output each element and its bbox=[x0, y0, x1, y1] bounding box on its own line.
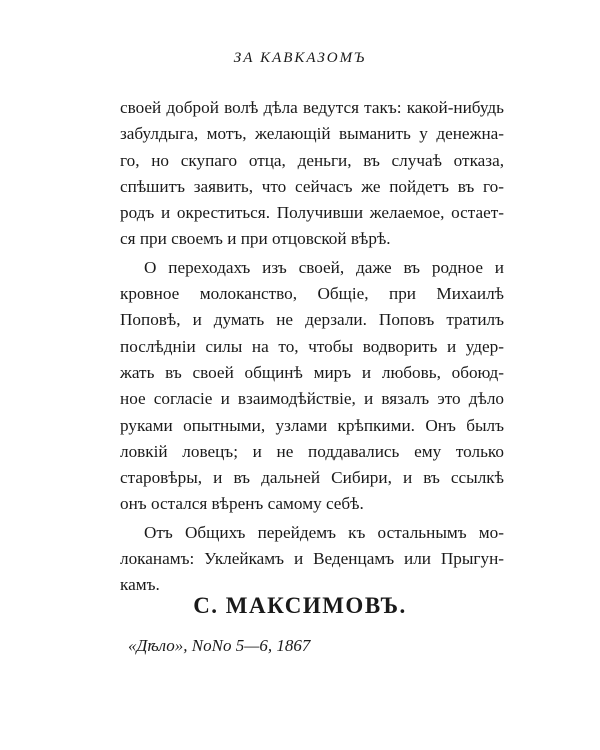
text-line: локанамъ: Уклейкамъ и Веденцамъ или Прыгун- bbox=[120, 549, 504, 569]
text-line: родъ и окреститься. Получивши желаемое, остает- bbox=[120, 203, 504, 223]
text-line: руками опытными, узлами крѣпкими. Онъ былъ bbox=[120, 415, 504, 435]
body-text bbox=[120, 95, 504, 599]
text-line: кровное молоканство, Общіе, при Михаилѣ bbox=[120, 284, 504, 304]
paragraph bbox=[120, 520, 504, 599]
text-line: камъ. bbox=[120, 575, 160, 595]
source-citation: «Дѣло», NoNo 5—6, 1867 bbox=[128, 636, 311, 655]
author-signature: С. МАКСИМОВЪ. bbox=[193, 593, 407, 618]
text-line: Отъ Общихъ перейдемъ къ остальнымъ мо- bbox=[144, 522, 504, 542]
paragraph bbox=[120, 95, 504, 253]
text-line: жать въ своей общинѣ миръ и любовь, обоюд- bbox=[120, 362, 504, 382]
text-line: ся при своемъ и при отцовской вѣрѣ. bbox=[120, 229, 391, 249]
text-line: ное согласіе и взаимодѣйствіе, и вязалъ это дѣло bbox=[120, 389, 504, 409]
text-line: Поповѣ, и думать не дерзали. Поповъ тратилъ bbox=[120, 310, 504, 330]
text-line: го, но скупаго отца, деньги, въ случаѣ отказа, bbox=[120, 150, 504, 170]
text-line: спѣшитъ заявить, что сейчасъ же пойдетъ въ го- bbox=[120, 176, 504, 196]
running-head: ЗА КАВКАЗОМЪ bbox=[233, 50, 367, 66]
text-line: послѣдніи силы на то, чтобы водворить и удер- bbox=[120, 336, 504, 356]
text-line: забулдыга, мотъ, желающій выманить у денежна- bbox=[120, 124, 504, 144]
text-line: О переходахъ изъ своей, даже въ родное и bbox=[144, 257, 504, 277]
text-line: своей доброй волѣ дѣла ведутся такъ: какой-нибудь bbox=[120, 98, 504, 117]
text-line: старовѣры, и въ дальней Сибири, и въ ссылкѣ bbox=[120, 468, 504, 488]
text-line: онъ остался вѣренъ самому себѣ. bbox=[120, 494, 364, 514]
text-line: ловкій ловецъ; и не поддавались ему только bbox=[120, 441, 504, 461]
paragraph bbox=[120, 255, 504, 518]
